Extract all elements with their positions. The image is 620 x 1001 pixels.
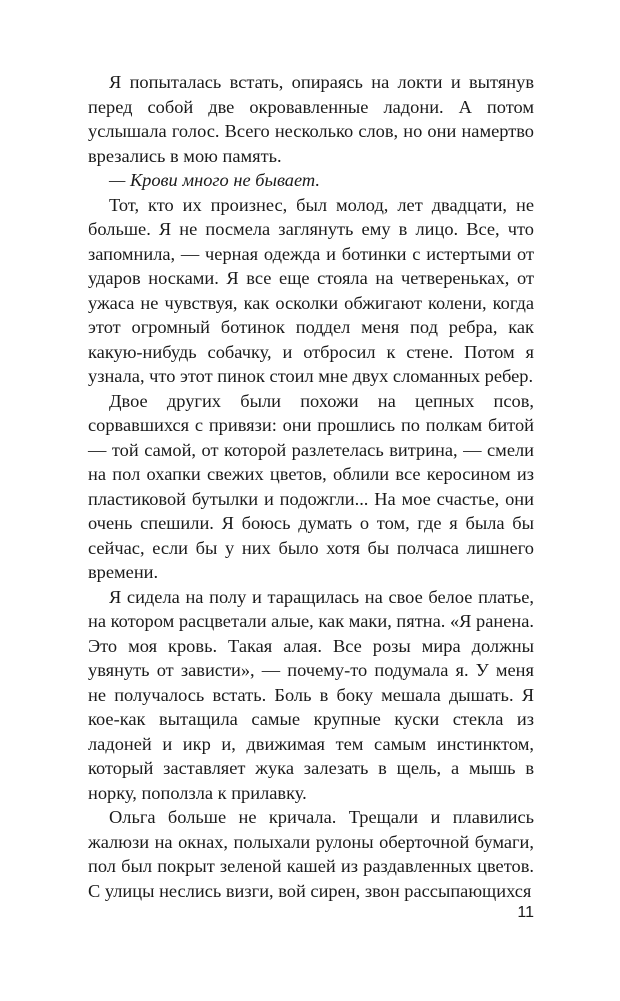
paragraph-quote: — Крови много не бывает. — [109, 170, 321, 190]
paragraph: Ольга больше не кричала. Трещали и плавились жалюзи на окнах, полыхали рулоны оберточной бумаги, пол был покрыт зеленой кашей из раздавленных цветов. С улицы неслись визги, вой сирен, звон рассыпающихся — [88, 807, 534, 901]
paragraph: Я попыталась встать, опираясь на локти и вытянув перед собой две окровавленные ладони. А потом услышала голос. Всего несколько слов, но они намертво врезались в мою память. — [88, 72, 534, 166]
paragraph: Я сидела на полу и таращилась на свое белое платье, на котором расцветали алые, как маки, пятна. «Я ранена. Это моя кровь. Такая алая. Все розы мира должны увянуть от зависти», — почему-то подумала я. У меня не получалось встать. Боль в боку мешала дышать. Я кое-как вытащила самые крупные куски стекла из ладоней и икр и, движимая тем самым инстинктом, который заставляет жука залезать в щель, а мышь в норку, поползла к прилавку. — [88, 586, 534, 803]
paragraph: Тот, кто их произнес, был молод, лет двадцати, не больше. Я не посмела заглянуть ему в лицо. Все, что запомнила, — черная одежда и ботинки с истертыми от ударов носками. Я все еще стояла на четвереньках, от ужаса не чувствуя, как осколки обжигают колени, когда этот огромный ботинок поддел меня под ребра, как какую-нибудь собачку, и отбросил к стене. Потом я узнала, что этот пинок стоил мне двух сломанных ребер. — [88, 194, 534, 386]
body-text — [88, 70, 534, 903]
page-number: 11 — [517, 904, 534, 921]
paragraph: Двое других были похожи на цепных псов, сорвавшихся с привязи: они прошлись по полкам битой — той самой, от которой разлетелась витрина, — смели на пол охапки свежих цветов, облили все керосином из пластиковой бутылки и подожгли... На мое счастье, они очень спешили. Я боюсь думать о том, где я была бы сейчас, если бы у них было хотя бы полчаса лишнего времени. — [88, 390, 534, 582]
